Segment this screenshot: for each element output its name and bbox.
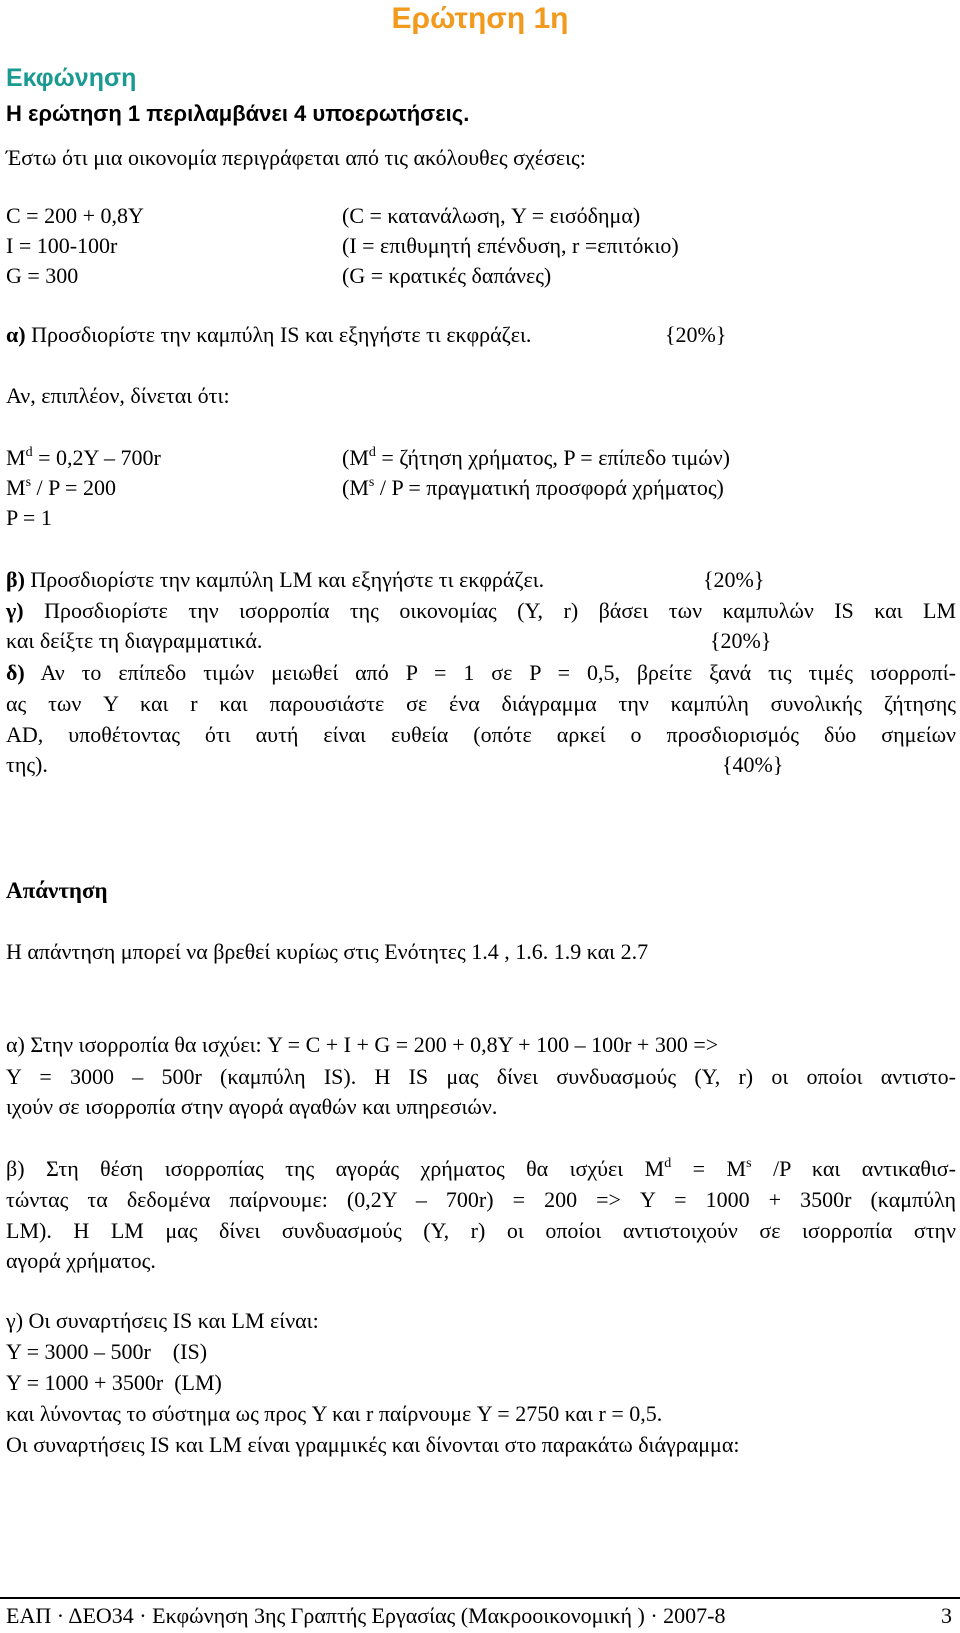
part-d-weight: {40%} [722, 752, 784, 777]
price-level-equation: P = 1 [6, 505, 52, 530]
answer-b-line-4: αγορά χρήματος. [6, 1248, 156, 1273]
answer-b-line-3: LM). Η LM μας δίνει συνδυασμούς (Y, r) οι οποίοι αντιστοιχούν σε ισορροπία στην [6, 1218, 956, 1243]
part-b-weight: {20%} [703, 567, 765, 592]
equation-investment-note: (I = επιθυμητή επένδυση, r =επιτόκιο) [342, 233, 679, 258]
part-b [6, 565, 544, 595]
part-d-line-3: AD, υποθέτοντας ότι αυτή είναι ευθεία (οπότε αρκεί ο προσδιορισμός δύο σημείων [6, 722, 956, 747]
part-d-line-4: της). [6, 752, 48, 777]
answer-c-line-2: Y = 3000 – 500r (IS) [6, 1339, 208, 1364]
moreover-text: Αν, επιπλέον, δίνεται ότι: [6, 383, 230, 408]
footer-text: ΕΑΠ · ΔΕΟ34 · Εκφώνηση 3ης Γραπτής Εργασίας (Μακροοικονομική ) · 2007-8 [6, 1603, 726, 1628]
equation-government: G = 300 [6, 263, 79, 288]
page-number: 3 [941, 1603, 952, 1628]
answer-reference: Η απάντηση μπορεί να βρεθεί κυρίως στις Ενότητες 1.4 , 1.6. 1.9 και 2.7 [6, 939, 649, 964]
money-demand-note: ($M^d = \zeta ή\tau\eta\sigma\eta$ χρήματος, P = επίπεδο τιμών) [342, 445, 730, 470]
part-a-text: Προσδιορίστε την καμπύλη IS και εξηγήστε τι εκφράζει. [31, 322, 532, 347]
answer-a-line-2: Y = 3000 – 500r (καμπύλη IS). Η IS μας δίνει συνδυασμούς (Y, r) οι οποίοι αντιστο- [6, 1064, 956, 1089]
answer-c-line-3: Y = 1000 + 3500r (LM) [6, 1370, 222, 1395]
part-c-weight: {20%} [710, 628, 772, 653]
part-a-label: α) [6, 322, 26, 347]
part-a-weight: {20%} [665, 322, 727, 347]
statement-heading: Εκφώνηση [6, 64, 137, 92]
equation-consumption-note: (C = κατανάλωση, Y = εισόδημα) [342, 203, 641, 228]
answer-heading: Απάντηση [6, 878, 108, 903]
equation-investment: I = 100-100r [6, 233, 118, 258]
part-d-line-2: ας των Y και r και παρουσιάστε σε ένα διάγραμμα την καμπύλη συνολικής ζήτησης [6, 691, 956, 716]
equation-government-note: (G = κρατικές δαπάνες) [342, 263, 552, 288]
statement-intro: Η ερώτηση 1 περιλαμβάνει 4 υποερωτήσεις. [6, 101, 470, 126]
money-supply-equation: $M^s / P = 200$ [6, 475, 116, 500]
answer-a-line-3: ιχούν σε ισορροπία στην αγορά αγαθών και υπηρεσιών. [6, 1094, 498, 1119]
question-title: Ερώτηση 1η [391, 2, 569, 35]
part-b-text: Προσδιορίστε την καμπύλη LM και εξηγήστε τι εκφράζει. [30, 567, 545, 592]
part-b-label: β) [6, 567, 25, 592]
answer-b-line-2: τώντας τα δεδομένα παίρνουμε: (0,2Y – 700r) = 200 => Y = 1000 + 3500r (καμπύλη [6, 1187, 956, 1212]
answer-c-line-4: και λύνοντας το σύστημα ως προς Y και r παίρνουμε Y = 2750 και r = 0,5. [6, 1401, 663, 1426]
footer-divider [0, 1597, 960, 1599]
money-supply-note: ($M^s / P = \pi\rho\alpha\gamma\mu\alpha\tau\iota\kappa ή$ προσφορά χρήματος) [342, 475, 724, 500]
answer-a-line-1: α) Στην ισορροπία θα ισχύει: Y = C + I + G = 200 + 0,8Y + 100 – 100r + 300 => [6, 1032, 719, 1057]
answer-c-line-5: Οι συναρτήσεις IS και LM είναι γραμμικές και δίνονται στο παρακάτω διάγραμμα: [6, 1432, 740, 1457]
answer-b-line-1: β) Στη θέση ισορροπίας της αγοράς χρήματος θα ισχύει $M^d = M^s$ /P και αντικαθισ- [6, 1156, 956, 1181]
answer-c-line-1: γ) Οι συναρτήσεις IS και LM είναι: [6, 1308, 319, 1333]
part-c-line-2: και δείξτε τη διαγραμματικά. [6, 628, 263, 653]
question-lead: Έστω ότι μια οικονομία περιγράφεται από τις ακόλουθες σχέσεις: [6, 145, 586, 170]
part-c-line-1: γ) Προσδιορίστε την ισορροπία της οικονομίας (Y, r) βάσει των καμπυλών IS και LM [6, 598, 957, 623]
equation-consumption: C = 200 + 0,8Y [6, 203, 144, 228]
part-d-line-1: δ) Αν το επίπεδο τιμών μειωθεί από P = 1 σε P = 0,5, βρείτε ξανά τις τιμές ισορροπί- [6, 660, 956, 685]
part-a [6, 320, 531, 350]
money-demand-equation: $M^d = 0,2Y - 700r$ [6, 445, 161, 470]
